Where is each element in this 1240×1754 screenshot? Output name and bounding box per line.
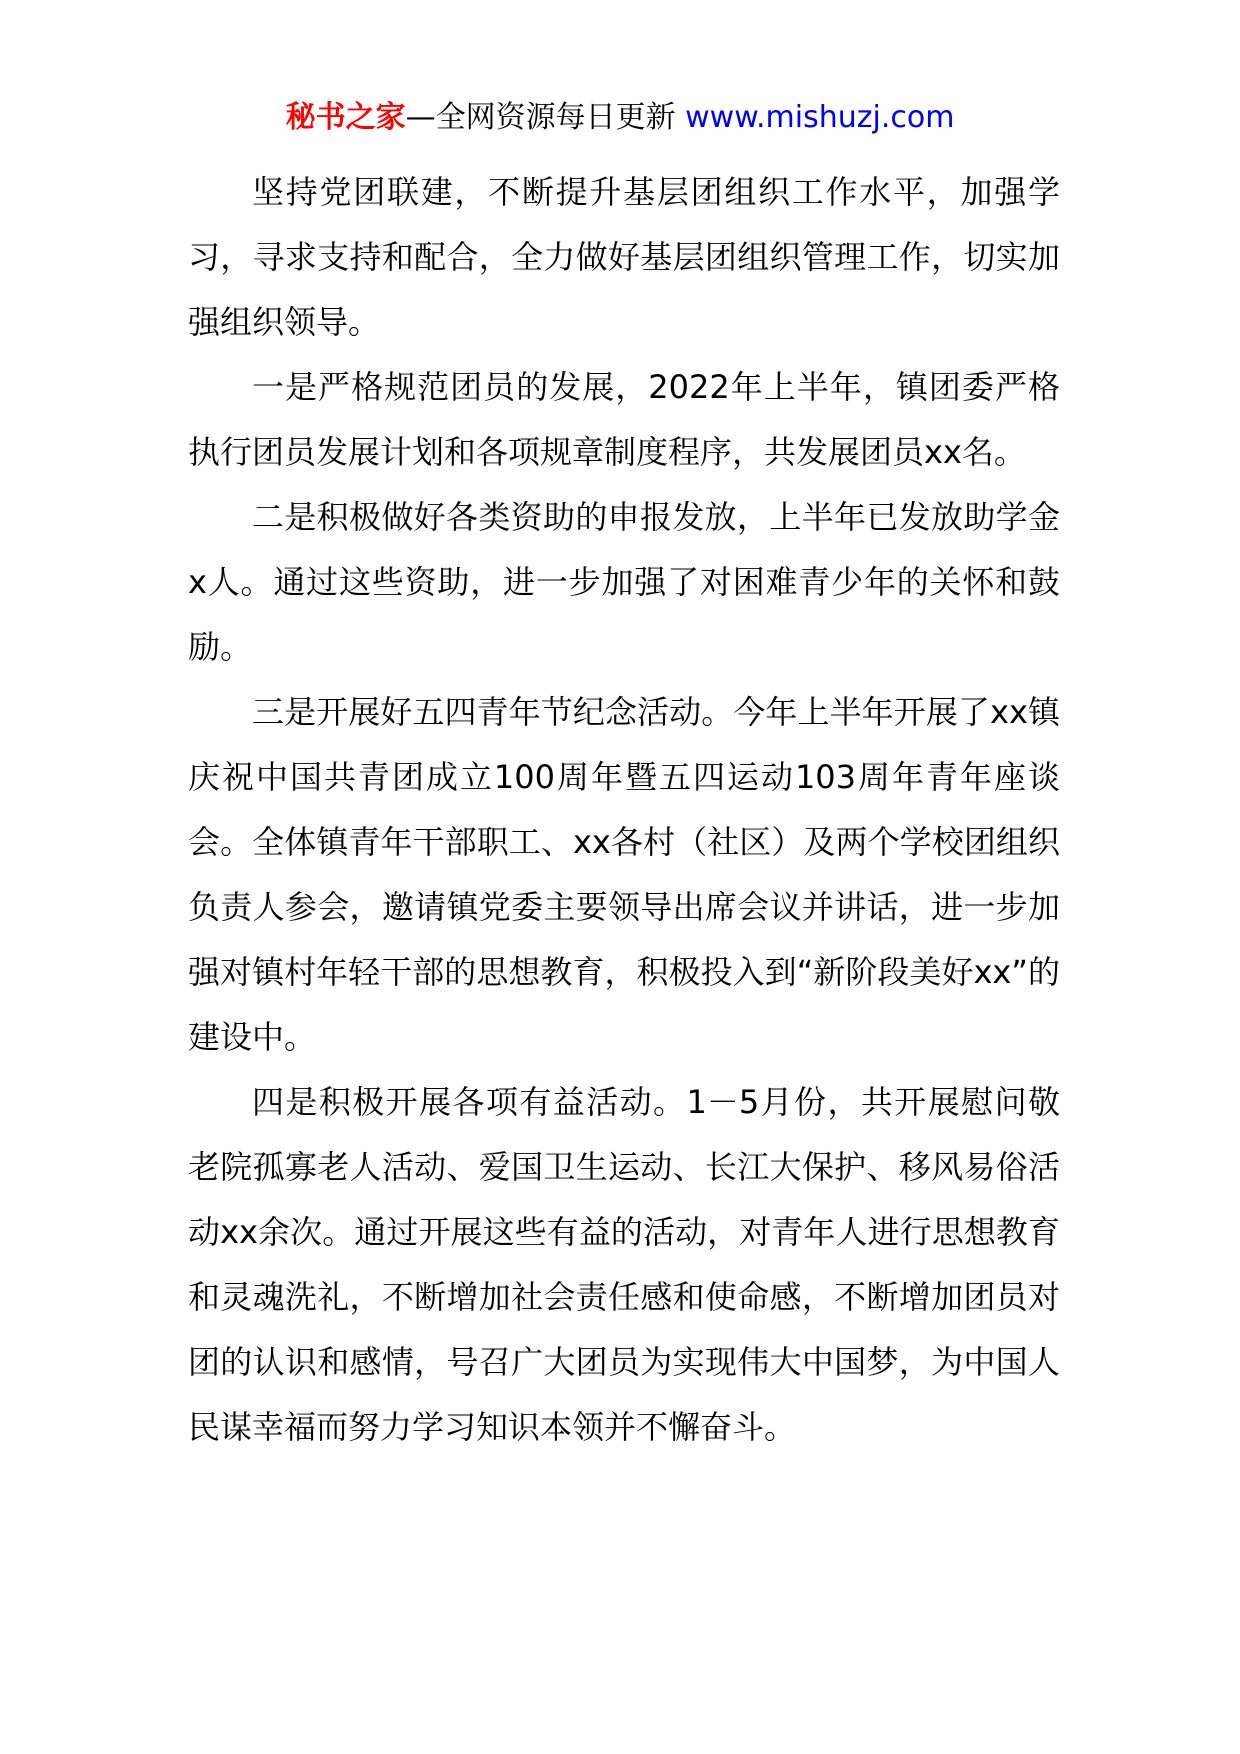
paragraph-point-3: 三是开展好五四青年节纪念活动。今年上半年开展了xx镇庆祝中国共青团成立100周年暨五四运动103周年青年座谈会。全体镇青年干部职工、xx各村（社区）及两个学校团组织负责人参会，邀请镇党委主要领导出席会议并讲话，进一步加强对镇村年轻干部的思想教育，积极投入到“新阶段美好xx”的建设中。 [188,693,1060,1056]
document-body [188,160,1060,1460]
website-link[interactable]: www.mishuzj.com [685,100,955,135]
brand-name: 秘书之家 [285,100,406,135]
paragraph-point-4: 四是积极开展各项有益活动。1－5月份，共开展慰问敬老院孤寡老人活动、爱国卫生运动、长江大保护、移风易俗活动xx余次。通过开展这些有益的活动，对青年人进行思想教育和灵魂洗礼，不断增加社会责任感和使命感，不断增加团员对团的认识和感情，号召广大团员为实现伟大中国梦，为中国人民谋幸福而努力学习知识本领并不懈奋斗。 [188,1083,1060,1446]
paragraph-point-1: 一是严格规范团员的发展，2022年上半年，镇团委严格执行团员发展计划和各项规章制度程序，共发展团员xx名。 [188,368,1060,471]
paragraph-intro: 坚持党团联建，不断提升基层团组织工作水平，加强学习，寻求支持和配合，全力做好基层团组织管理工作，切实加强组织领导。 [188,173,1060,341]
paragraph-point-2: 二是积极做好各类资助的申报发放，上半年已发放助学金x人。通过这些资助，进一步加强了对困难青少年的关怀和鼓励。 [188,498,1060,666]
page-header [0,98,1240,138]
header-tagline: —全网资源每日更新 [405,100,686,135]
